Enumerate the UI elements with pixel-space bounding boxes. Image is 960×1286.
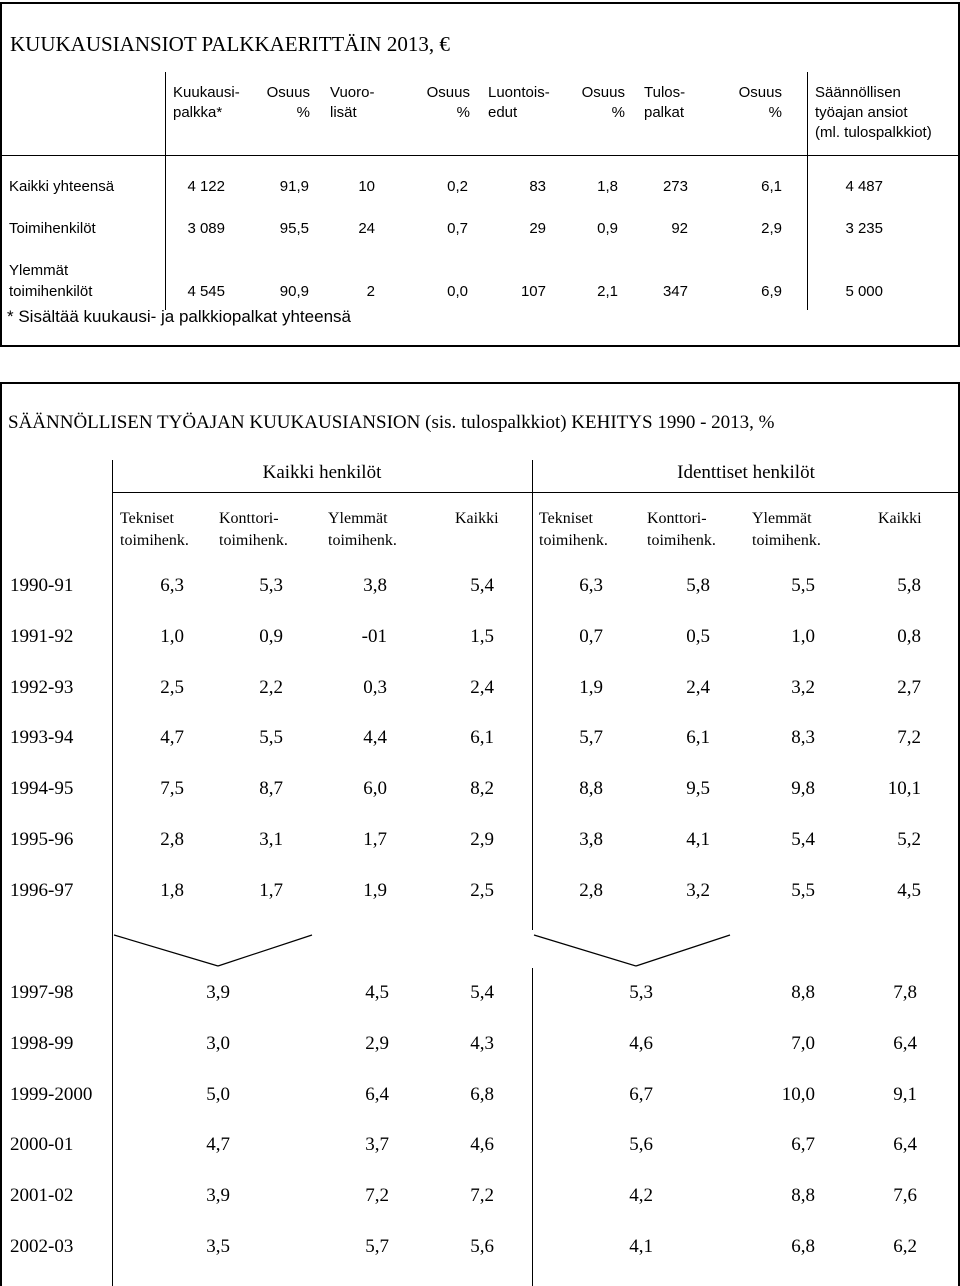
table2-cell: 1,5 [470,625,494,647]
table1-col-header: lisät [330,104,357,121]
table1-col-header: % [768,104,782,121]
table2-row-year: 1999-2000 [10,1083,93,1105]
table2-cell: 8,8 [791,1185,815,1207]
table1-cell: 92 [671,220,688,237]
table1-cell: 347 [662,283,688,300]
table1-row-label: toimihenkilöt [9,283,93,300]
table2-cell: 6,2 [893,1236,917,1257]
table2-row-year: 1990-91 [10,575,74,596]
table2-cell: 3,2 [791,676,815,698]
table1-col-header: palkka* [173,104,223,121]
table1-col-header: työajan ansiot [815,104,908,121]
table2-cell: 0,3 [363,676,387,698]
table2-cell: 4,6 [629,1032,653,1054]
table1-cell: 273 [662,178,688,195]
table2-row-year: 1992-93 [10,676,74,698]
table2-cell: 5,5 [259,727,283,749]
table2-cell: 2,8 [579,879,603,901]
table2-col-header: toimihenk. [647,532,716,549]
table2-col-header: Tekniset [539,510,593,527]
table2-cell: 1,0 [160,625,184,647]
table2-col-header: Kaikki [878,510,922,527]
table2-cell: 4,4 [363,727,387,749]
table1-cell: 2,9 [761,220,782,237]
table2-cell: 0,8 [897,625,921,647]
table2-cell: 7,2 [365,1185,389,1207]
table2-cell: 3,9 [206,1185,230,1207]
table2-cell: 2,5 [160,676,184,698]
table2-cell: 3,8 [579,829,603,850]
table1-cell: 24 [358,220,375,237]
table2-cell: 6,1 [470,727,494,749]
table2-row-year: 2001-02 [10,1185,74,1207]
table1-cell: 0,2 [447,178,468,195]
table2-cell: 2,8 [160,829,184,850]
table2-cell: 6,4 [893,1032,917,1054]
table2-cell: 3,9 [206,982,230,1003]
table1-row-label: Toimihenkilöt [9,220,96,237]
table2-col-header: Tekniset [120,510,174,527]
table2-cell: 5,5 [791,879,815,901]
table2-cell: 5,6 [470,1236,494,1257]
table1-cell: 1,8 [597,178,618,195]
table2-cell: 0,5 [686,625,710,647]
table2-cell: 8,2 [470,778,494,800]
table1-footnote: * Sisältää kuukausi- ja palkkiopalkat yhteensä [7,307,351,326]
table2-group-identical: Identtiset henkilöt [677,462,815,483]
table1-col-header: % [296,104,310,121]
table2-title: SÄÄNNÖLLISEN TYÖAJAN KUUKAUSIANSION (sis. tulospalkkiot) KEHITYS 1990 - 2013, % [8,412,775,433]
table1-cell: 107 [520,283,546,300]
table2-cell: 4,1 [686,829,710,850]
table1-cell: 90,9 [279,283,309,300]
table2-row-year: 1997-98 [10,982,74,1003]
table1-col-header: % [456,104,470,121]
table1-col-header: Säännöllisen [815,84,901,101]
table2-cell: 10,0 [781,1083,815,1105]
table1-cell: 5 000 [845,283,883,300]
table2-cell: 5,3 [259,575,283,596]
table2-cell: 3,5 [206,1236,230,1257]
table2-cell: 4,3 [470,1032,494,1054]
table2-cell: 5,6 [629,1134,653,1156]
table1-col-header: palkat [644,104,685,121]
table2-cell: 5,8 [897,575,921,596]
table2-col-header: Ylemmät [328,510,388,527]
table1-row-label: Kaikki yhteensä [9,178,115,195]
table2-cell: 7,2 [897,727,921,749]
table2-col-header: toimihenk. [120,532,189,549]
table2-cell: 5,8 [686,575,710,596]
table1-cell: 91,9 [279,178,309,195]
table2-cell: 1,9 [579,676,603,698]
table1-cell: 4 545 [187,283,225,300]
table2-cell: 9,5 [686,778,710,800]
table2-col-header: Kaikki [455,510,499,527]
table1-cell: 3 089 [187,220,225,237]
table2-row-year: 2002-03 [10,1236,74,1257]
table2-cell: 6,3 [160,575,184,596]
table2-cell: 2,5 [470,879,494,901]
table2-cell: 5,4 [791,829,815,850]
table2-cell: 5,2 [897,829,921,850]
table2-row-year: 1991-92 [10,625,74,647]
table1-col-header: Vuoro- [330,84,375,101]
table2-group-all: Kaikki henkilöt [262,462,382,483]
table2-cell: 2,4 [470,676,494,698]
table1-cell: 0,7 [447,220,468,237]
table2-cell: 4,7 [206,1134,230,1156]
table2-row-year: 1995-96 [10,829,74,850]
table2-cell: 1,8 [160,879,184,901]
table2-col-header: Konttori- [219,510,279,527]
table1-cell: 83 [529,178,546,195]
table1-col-header: Osuus [426,84,470,101]
table2-cell: 6,1 [686,727,710,749]
table1-title: KUUKAUSIANSIOT PALKKAERITTÄIN 2013, € [10,32,450,56]
table1-col-header: (ml. tulospalkkiot) [815,124,932,141]
table1-cell: 10 [358,178,375,195]
table2-cell: 4,2 [629,1185,653,1207]
table2-cell: 3,0 [206,1032,230,1054]
table2-row-year: 1993-94 [10,727,74,749]
table2-cell: 5,7 [365,1236,389,1257]
table2-cell: 5,4 [470,982,494,1003]
table2-row-year: 1994-95 [10,778,74,800]
table2-group-divider-lower [532,968,533,1286]
table2-cell: 7,0 [791,1032,815,1054]
table1-cell: 2 [366,283,375,300]
table2-cell: 2,4 [686,676,710,698]
table1-cell: 0,9 [597,220,618,237]
table2-row-year: 2000-01 [10,1134,74,1156]
table1-col-header: Osuus [266,84,310,101]
table2-cell: 7,8 [893,982,917,1003]
table1-col-header: % [611,104,625,121]
table1-col-header: Osuus [581,84,625,101]
table1-col-header: Luontois- [488,84,550,101]
table2-col-header: toimihenk. [539,532,608,549]
table1-row-label: Ylemmät [9,262,69,279]
table2-cell: 8,3 [791,727,815,749]
table2-col-header: toimihenk. [752,532,821,549]
table2-cell: 4,5 [365,982,389,1003]
table2-group-rule [112,492,960,493]
table1-cell: 95,5 [279,220,309,237]
table2-row-year: 1998-99 [10,1032,74,1054]
table2-cell: 6,8 [791,1236,815,1257]
table2-cell: 8,7 [259,778,283,800]
table1-cell: 29 [529,220,546,237]
table2-col-header: Ylemmät [752,510,812,527]
table2-cell: 6,7 [629,1083,653,1105]
table2-cell: 6,7 [791,1134,815,1156]
table1-cell: 0,0 [447,283,468,300]
table2-cell: 5,0 [206,1083,230,1105]
table2-cell: 5,7 [579,727,603,749]
table2-cell: 3,2 [686,879,710,901]
table2-cell: 4,7 [160,727,184,749]
table2-cell: 0,7 [579,625,603,647]
table2-cell: 1,0 [791,625,815,647]
table2-cell: 2,9 [470,829,494,850]
table2-cell: 1,9 [363,879,387,901]
table2-cell: 6,3 [579,575,603,596]
table2-col-header: toimihenk. [328,532,397,549]
table2-col-header: toimihenk. [219,532,288,549]
table2-row-year: 1996-97 [10,879,74,901]
table2-cell: 9,8 [791,778,815,800]
table2-cell: 4,6 [470,1134,494,1156]
table2-cell: 0,9 [259,625,283,647]
table1-cell: 2,1 [597,283,618,300]
table2-cell: 5,5 [791,575,815,596]
table1-col-header: Osuus [738,84,782,101]
table2-cell: 10,1 [887,778,921,800]
table1-col-header: Tulos- [644,84,686,101]
table1-cell: 6,1 [761,178,782,195]
table2-cell: 5,4 [470,575,494,596]
table2-cell: 1,7 [259,879,283,901]
table2-cell: -01 [361,625,387,647]
table2-cell: 7,6 [893,1185,917,1207]
table1-col-header: Kuukausi- [173,84,240,101]
table1-col-header: edut [488,104,518,121]
table2-cell: 8,8 [579,778,603,800]
table2-cell: 2,2 [259,676,283,698]
table2-cell: 5,3 [629,982,653,1003]
table1-cell: 6,9 [761,283,782,300]
table2-cell: 4,1 [629,1236,653,1257]
table2-cell: 7,2 [470,1185,494,1207]
table2-cell: 2,7 [897,676,921,698]
table2-cell: 8,8 [791,982,815,1003]
table2-cell: 3,8 [363,575,387,596]
table2-cell: 6,8 [470,1083,494,1105]
table2-cell: 4,5 [897,879,921,901]
table2-cell: 7,5 [160,778,184,800]
table2-cell: 2,9 [365,1032,389,1054]
table2-cell: 6,0 [363,778,387,800]
table2-cell: 6,4 [893,1134,917,1156]
table2-col-header: Konttori- [647,510,707,527]
table1-cell: 4 122 [187,178,225,195]
table1-cell: 3 235 [845,220,883,237]
table2-cell: 6,4 [365,1083,389,1105]
table2-cell: 3,7 [365,1134,389,1156]
table2-cell: 9,1 [893,1083,917,1105]
table1-cell: 4 487 [845,178,883,195]
table1-title-rule [0,155,960,156]
table2-cell: 1,7 [363,829,387,850]
table2-cell: 3,1 [259,829,283,850]
